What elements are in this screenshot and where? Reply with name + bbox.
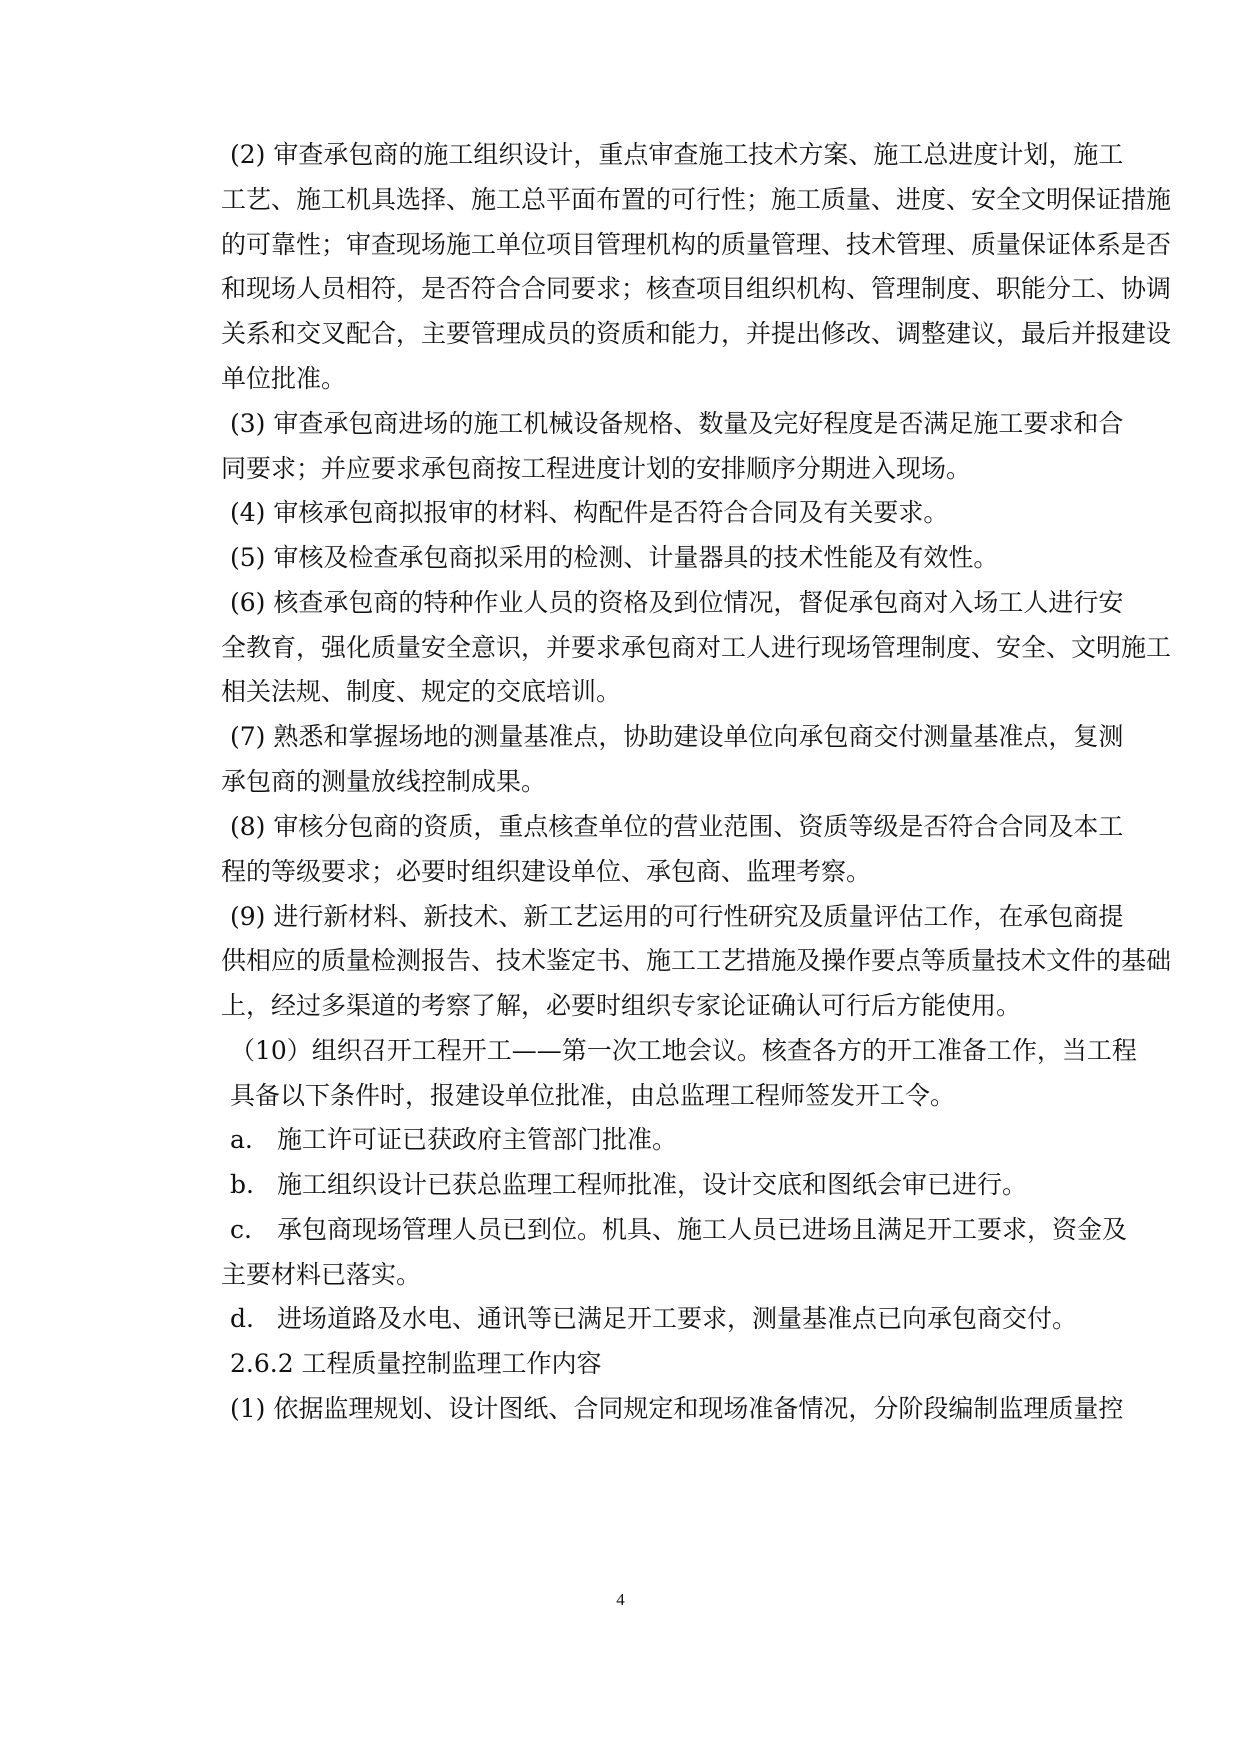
section-heading: 2.6.2 工程质量控制监理工作内容	[230, 1349, 602, 1378]
list-item-b	[230, 1168, 1121, 1202]
list-item-marker: a.	[230, 1125, 253, 1154]
paragraph-5: (5) 审核及检查承包商拟采用的检测、计量器具的技术性能及有效性。	[230, 543, 999, 572]
list-item-c-continuation: 主要材料已落实。	[221, 1260, 422, 1289]
paragraph-7-line-1: (7) 熟悉和掌握场地的测量基准点，协助建设单位向承包商交付测量基准点，复测	[230, 722, 1124, 751]
list-item-c	[230, 1213, 1128, 1247]
paragraph-3-line-1: (3) 审查承包商进场的施工机械设备规格、数量及完好程度是否满足施工要求和合	[230, 409, 1124, 438]
paragraph-10-line-2: 具备以下条件时，报建设单位批准，由总监理工程师签发开工令。	[230, 1081, 956, 1110]
page-number: 4	[616, 1590, 625, 1609]
paragraph-6-line-1: (6) 核查承包商的特种作业人员的资格及到位情况，督促承包商对入场工人进行安	[230, 588, 1124, 617]
paragraph-2-line-5: 关系和交叉配合，主要管理成员的资质和能力，并提出修改、调整建议，最后并报建设	[221, 319, 1172, 348]
paragraph-9-line-3: 上，经过多渠道的考察了解，必要时组织专家论证确认可行后方能使用。	[221, 991, 1022, 1020]
paragraph-next-line-1: (1) 依据监理规划、设计图纸、合同规定和现场准备情况，分阶段编制监理质量控	[230, 1394, 1124, 1423]
paragraph-10-line-1: （10）组织召开工程开工——第一次工地会议。核查各方的开工准备工作，当工程	[230, 1036, 1137, 1065]
paragraph-8-line-2: 程的等级要求；必要时组织建设单位、承包商、监理考察。	[221, 857, 872, 886]
list-item-marker: c.	[230, 1215, 252, 1244]
paragraph-2-line-1: (2) 审查承包商的施工组织设计，重点审查施工技术方案、施工总进度计划，施工	[230, 140, 1124, 169]
paragraph-9-line-2: 供相应的质量检测报告、技术鉴定书、施工工艺措施及操作要点等质量技术文件的基础	[221, 946, 1172, 975]
paragraph-9-line-1: (9) 进行新材料、新技术、新工艺运用的可行性研究及质量评估工作，在承包商提	[230, 902, 1124, 931]
list-item-text: 施工许可证已获政府主管部门批准。	[277, 1125, 678, 1154]
list-item-a	[230, 1123, 1121, 1157]
paragraph-8-line-1: (8) 审核分包商的资质，重点核查单位的营业范围、资质等级是否符合合同及本工	[230, 812, 1124, 841]
list-item-marker: d.	[230, 1304, 254, 1333]
paragraph-2-line-6: 单位批准。	[221, 364, 347, 393]
paragraph-2-line-3: 的可靠性；审查现场施工单位项目管理机构的质量管理、技术管理、质量保证体系是否	[221, 230, 1172, 259]
list-item-marker: b.	[230, 1170, 254, 1199]
paragraph-6-line-3: 相关法规、制度、规定的交底培训。	[221, 677, 622, 706]
paragraph-7-line-2: 承包商的测量放线控制成果。	[221, 767, 547, 796]
paragraph-6-line-2: 全教育，强化质量安全意识，并要求承包商对工人进行现场管理制度、安全、文明施工	[221, 633, 1172, 662]
paragraph-2-line-2: 工艺、施工机具选择、施工总平面布置的可行性；施工质量、进度、安全文明保证措施	[221, 185, 1172, 214]
list-item-d	[230, 1302, 1121, 1336]
paragraph-3-line-2: 同要求；并应要求承包商按工程进度计划的安排顺序分期进入现场。	[221, 454, 972, 483]
list-item-text: 施工组织设计已获总监理工程师批准，设计交底和图纸会审已进行。	[277, 1170, 1028, 1199]
paragraph-4: (4) 审核承包商拟报审的材料、构配件是否符合合同及有关要求。	[230, 498, 949, 527]
list-item-text: 进场道路及水电、通讯等已满足开工要求，测量基准点已向承包商交付。	[277, 1304, 1078, 1333]
paragraph-2-line-4: 和现场人员相符，是否符合合同要求；核查项目组织机构、管理制度、职能分工、协调	[221, 274, 1172, 303]
list-item-text: 承包商现场管理人员已到位。机具、施工人员已进场且满足开工要求，资金及	[277, 1215, 1128, 1244]
